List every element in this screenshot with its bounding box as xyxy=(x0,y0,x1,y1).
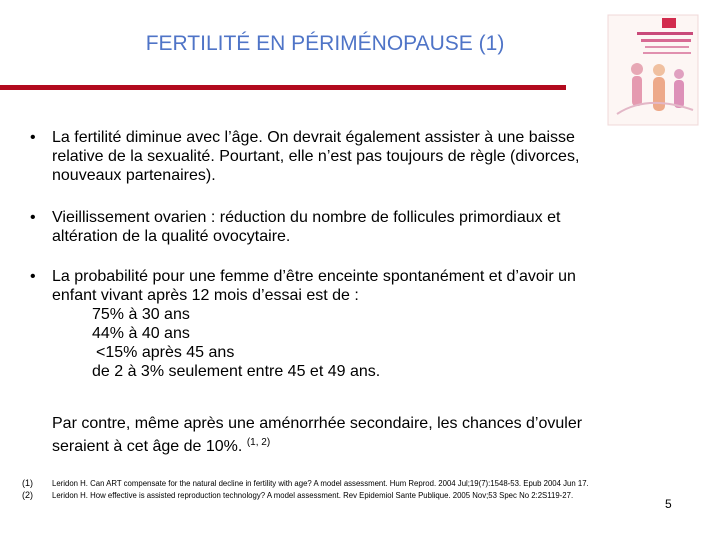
text-line: altération de la qualité ovocytaire. xyxy=(52,228,291,245)
text-line: Vieillissement ovarien : réduction du nombre de follicules primordiaux et xyxy=(52,209,561,226)
bullet-marker: • xyxy=(30,268,36,285)
footnote-number: (1) xyxy=(22,478,33,488)
text-line xyxy=(52,433,667,456)
stat-line: de 2 à 3% seulement entre 45 et 49 ans. xyxy=(92,363,381,380)
text-line: nouveaux partenaires). xyxy=(52,167,216,184)
stat-line: <15% après 45 ans xyxy=(96,344,235,361)
text-line: La fertilité diminue avec l’âge. On devrait également assister à une baisse xyxy=(52,129,575,146)
citation-superscript: (1, 2) xyxy=(246,437,271,448)
text-line: La probabilité pour une femme d’être enceinte spontanément et d’avoir un xyxy=(52,268,576,285)
text-line: Par contre, même après une aménorrhée secondaire, les chances d’ovuler xyxy=(52,415,583,432)
page-number: 5 xyxy=(665,497,672,511)
footnote-text: Leridon H. How effective is assisted reproduction technology? A model assessment. Rev Epidemiol Sante Publique. 2005 Nov;53 Spec No 2:2S119-27. xyxy=(52,491,574,500)
slide-title: FERTILITÉ EN PÉRIMÉNOPAUSE (1) xyxy=(145,32,505,55)
bullet-marker: • xyxy=(30,209,36,226)
text-line: relative de la sexualité. Pourtant, elle n’est pas toujours de règle (divorces, xyxy=(52,148,580,165)
bullet-text-age-fertility xyxy=(52,128,667,185)
text-line: enfant vivant après 12 mois d’essai est de : xyxy=(52,287,359,304)
footnote-text: Leridon H. Can ART compensate for the natural decline in fertility with age? A model assessment. Hum Reprod. 2004 Jul;19(7):1548-53. Epub 2004 Jun 17. xyxy=(52,479,589,488)
footnote-number: (2) xyxy=(22,490,33,500)
bullet-marker: • xyxy=(30,129,36,146)
stat-line: 75% à 30 ans xyxy=(92,306,190,323)
bullet-text-ovarian-aging xyxy=(52,208,667,246)
bullet-text-pregnancy-probability xyxy=(52,267,667,381)
stat-line: 44% à 40 ans xyxy=(92,325,190,342)
conclusion-line-2: seraient à cet âge de 10%. xyxy=(52,438,243,455)
conclusion-text xyxy=(52,414,667,456)
